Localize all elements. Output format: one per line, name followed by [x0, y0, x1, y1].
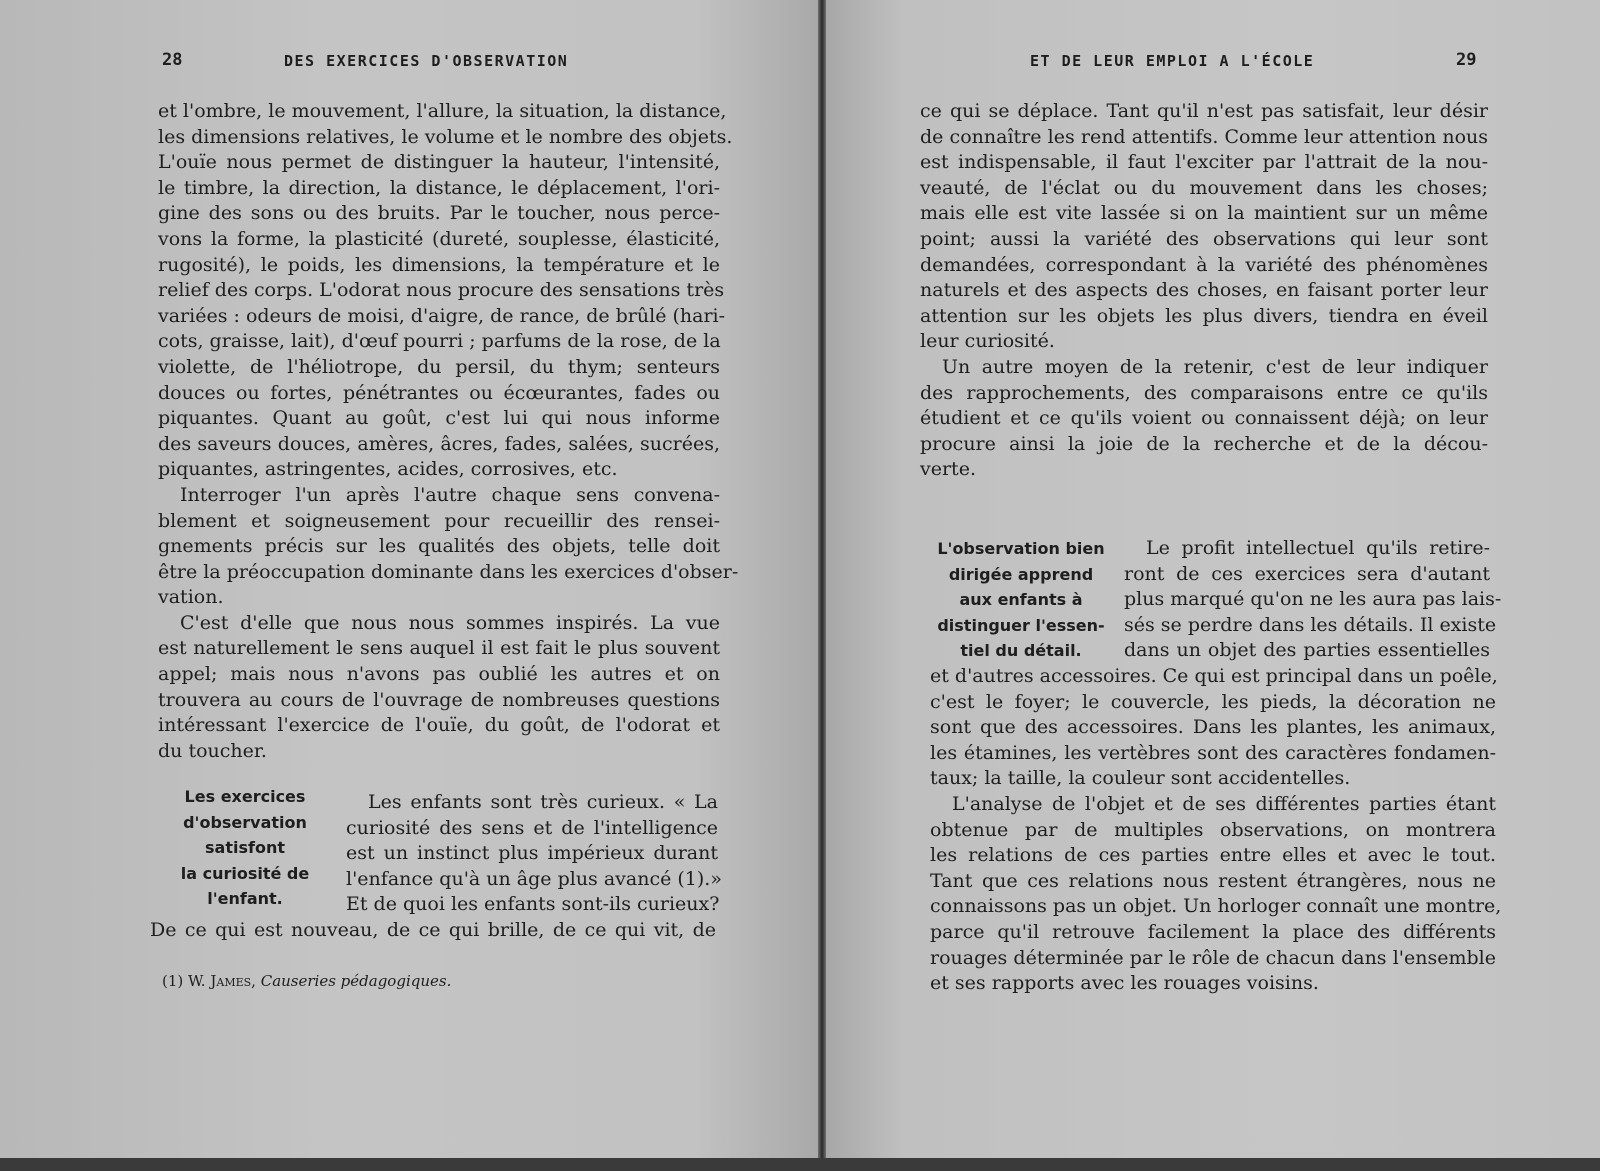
right-bottom-text	[930, 664, 1502, 997]
text-line: les relations de ces parties entre elles et avec le tout.	[930, 844, 1496, 867]
text-line: ce qui se déplace. Tant qu'il n'est pas satisfait, leur désir	[920, 100, 1488, 122]
column-line: est un instinct plus impérieux durant	[346, 842, 718, 865]
scan-bottom-edge	[0, 1158, 1600, 1171]
text-line: point; aussi la variété des observations qui leur sont	[920, 227, 1488, 250]
text-line: taux; la taille, la couleur sont accidentelles.	[930, 767, 1351, 790]
text-line: cots, graisse, lait), d'œuf pourri ; parfums de la rose, de la	[158, 330, 721, 353]
text-line: naturels et des aspects des choses, en faisant porter leur	[920, 279, 1488, 302]
right-body-text	[920, 99, 1488, 483]
sidenote-line: distinguer l'essen-	[937, 615, 1105, 635]
sidenote-line: d'observation	[183, 812, 307, 832]
left-final-line: De ce qui est nouveau, de ce qui brille, de ce qui vit, de	[150, 919, 716, 941]
text-line: Tant que ces relations nous restent étrangères, nous ne	[930, 869, 1496, 892]
text-line: rouages déterminée par le rôle de chacun dans l'ensemble	[930, 946, 1496, 969]
column-line: sés se perdre dans les détails. Il existe	[1124, 613, 1497, 636]
text-line: appel; mais nous n'avons pas oublié les autres et on	[158, 663, 720, 686]
text-line: demandées, correspondant à la variété des phénomènes	[920, 253, 1488, 276]
footnote-marker: (1) W.	[162, 972, 206, 990]
sidenote-line: l'enfant.	[207, 889, 283, 909]
column-line: curiosité des sens et de l'intelligence	[346, 816, 718, 839]
text-line: étudient et ce qu'ils voient ou connaissent déjà; on leur	[920, 407, 1488, 430]
text-line: L'analyse de l'objet et de ses différentes parties étant	[952, 792, 1496, 815]
text-line: connaissons pas un objet. Un horloger connaît une montre,	[930, 895, 1502, 918]
text-line: et d'autres accessoires. Ce qui est principal dans un poêle,	[930, 665, 1498, 687]
text-line: trouvera au cours de l'ouvrage de nombreuses questions	[158, 688, 720, 711]
text-line: attention sur les objets les plus divers, tiendra en éveil	[920, 304, 1488, 327]
text-line: le timbre, la direction, la distance, le déplacement, l'ori-	[158, 176, 720, 199]
left-running-head: DES EXERCICES D'OBSERVATION	[284, 52, 569, 70]
column-line: dans un objet des parties essentielles	[1124, 639, 1490, 662]
left-sidenote	[160, 784, 330, 912]
footnote-author: James,	[210, 972, 256, 990]
text-line: blement et soigneusement pour recueillir des rensei-	[158, 509, 720, 532]
left-body-text	[158, 99, 739, 764]
right-column-text	[1124, 536, 1502, 664]
left-page-number: 28	[162, 50, 183, 70]
text-line: piquantes, astringentes, acides, corrosives, etc.	[158, 458, 618, 481]
text-line: relief des corps. L'odorat nous procure des sensations très	[158, 279, 725, 302]
sidenote-line: satisfont	[205, 838, 285, 858]
text-line: être la préoccupation dominante dans les exercices d'obser-	[158, 560, 739, 583]
sidenote-line: tiel du détail.	[960, 641, 1082, 661]
column-line: Les enfants sont très curieux. « La	[368, 791, 718, 813]
text-line: L'ouïe nous permet de distinguer la hauteur, l'intensité,	[158, 151, 720, 174]
text-line: est indispensable, il faut l'exciter par l'attrait de la nou-	[920, 151, 1488, 174]
text-line: C'est d'elle que nous nous sommes inspirés. La vue	[180, 611, 720, 634]
text-line: sont que des accessoires. Dans les plantes, les animaux,	[930, 716, 1496, 739]
sidenote-line: Les exercices	[184, 787, 306, 806]
sidenote-line: dirigée apprend	[948, 564, 1094, 584]
text-line: procure ainsi la joie de la recherche et de la décou-	[920, 432, 1488, 455]
text-line: piquantes. Quant au goût, c'est lui qui nous informe	[158, 407, 720, 430]
right-page	[826, 0, 1600, 1158]
book-gutter	[818, 0, 826, 1171]
text-line: est naturellement le sens auquel il est fait le plus souvent	[158, 637, 720, 660]
right-sidenote	[926, 536, 1116, 664]
right-running-head: ET DE LEUR EMPLOI A L'ÉCOLE	[1030, 52, 1315, 70]
text-line: douces ou fortes, pénétrantes ou écœurantes, fades ou	[158, 381, 720, 404]
text-line: violette, de l'héliotrope, du persil, du thym; senteurs	[158, 355, 720, 378]
sidenote-line: L'observation bien	[937, 539, 1105, 558]
sidenote-line: aux enfants à	[959, 590, 1083, 610]
right-page-number: 29	[1456, 50, 1477, 70]
text-line: Un autre moyen de la retenir, c'est de leur indiquer	[942, 355, 1488, 378]
column-line: ront de ces exercices sera d'autant	[1124, 562, 1490, 585]
text-line: et ses rapports avec les rouages voisins.	[930, 972, 1319, 995]
text-line: gnements précis sur les qualités des objets, telle doit	[158, 535, 720, 558]
column-line: plus marqué qu'on ne les aura pas lais-	[1124, 588, 1502, 611]
text-line: gine des sons ou des bruits. Par le toucher, nous perce-	[158, 202, 720, 225]
left-final-line-block	[150, 918, 716, 944]
column-line: l'enfance qu'à un âge plus avancé (1).»	[346, 867, 722, 890]
footnote-title: Causeries pédagogiques.	[260, 972, 452, 990]
text-line: les étamines, les vertèbres sont des caractères fondamen-	[930, 741, 1496, 764]
text-line: obtenue par de multiples observations, on montrera	[930, 818, 1496, 841]
text-line: des saveurs douces, amères, âcres, fades, salées, sucrées,	[158, 432, 720, 455]
text-line: parce qu'il retrouve facilement la place des différents	[930, 920, 1496, 943]
text-line: rugosité), le poids, les dimensions, la température et le	[158, 253, 720, 276]
text-line: les dimensions relatives, le volume et le nombre des objets.	[158, 125, 733, 148]
sidenote-line: la curiosité de	[180, 863, 310, 883]
left-footnote	[162, 972, 451, 990]
text-line: vons la forme, la plasticité (dureté, souplesse, élasticité,	[158, 227, 720, 250]
text-line: vation.	[158, 586, 224, 609]
text-line: veauté, de l'éclat ou du mouvement dans les choses;	[920, 176, 1488, 199]
text-line: variées : odeurs de moisi, d'aigre, de rance, de brûlé (hari-	[158, 304, 726, 327]
text-line: leur curiosité.	[920, 330, 1055, 353]
text-line: de connaître les rend attentifs. Comme leur attention nous	[920, 125, 1488, 148]
left-column-text	[346, 790, 722, 918]
text-line: mais elle est vite lassée si on la maintient sur un même	[920, 202, 1488, 225]
text-line: verte.	[920, 458, 976, 481]
text-line: du toucher.	[158, 739, 267, 762]
text-line: c'est le foyer; le couvercle, les pieds, la décoration ne	[930, 690, 1496, 713]
text-line: Interroger l'un après l'autre chaque sens convena-	[180, 483, 720, 506]
text-line: intéressant l'exercice de l'ouïe, du goût, de l'odorat et	[158, 714, 720, 737]
text-line: des rapprochements, des comparaisons entre ce qu'ils	[920, 381, 1488, 404]
text-line: et l'ombre, le mouvement, l'allure, la situation, la distance,	[158, 100, 727, 122]
column-line: Le profit intellectuel qu'ils retire-	[1146, 537, 1490, 559]
column-line: Et de quoi les enfants sont-ils curieux?	[346, 893, 720, 916]
